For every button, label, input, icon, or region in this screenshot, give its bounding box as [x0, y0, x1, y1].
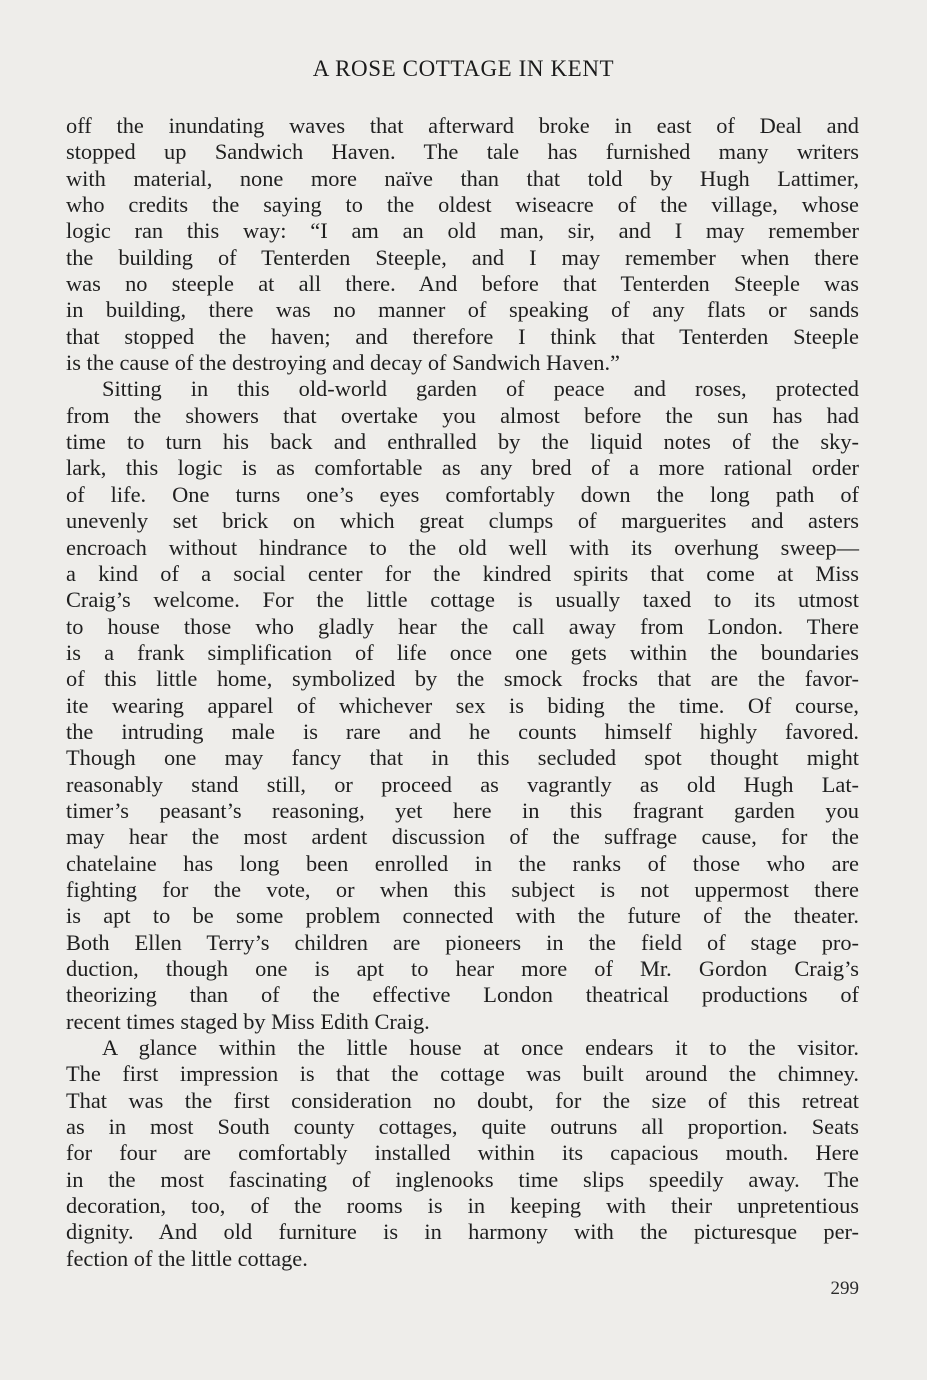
running-head: A ROSE COTTAGE IN KENT: [312, 56, 615, 81]
text-line: may hear the most ardent discussion of the suffrage cause, for the: [66, 824, 859, 850]
text-line: who credits the saying to the oldest wiseacre of the village, whose: [66, 192, 859, 218]
text-line: theorizing than of the effective London theatrical productions of: [66, 982, 859, 1008]
text-line: as in most South county cottages, quite outruns all proportion. Seats: [66, 1114, 859, 1140]
body-text: [66, 113, 859, 1272]
text-line: Both Ellen Terry’s children are pioneers in the field of stage pro-: [66, 929, 859, 955]
page-number: 299: [830, 1278, 859, 1299]
text-line: Sitting in this old-world garden of peace and roses, protected: [102, 376, 859, 402]
text-line: chatelaine has long been enrolled in the ranks of those who are: [66, 850, 859, 876]
text-line: ite wearing apparel of whichever sex is biding the time. Of course,: [66, 692, 859, 718]
text-line: is apt to be some problem connected with the future of the theater.: [66, 903, 859, 929]
text-line: The first impression is that the cottage was built around the chimney.: [66, 1061, 859, 1087]
paragraph-3: [66, 1035, 859, 1272]
text-line: decoration, too, of the rooms is in keeping with their unpretentious: [66, 1193, 859, 1219]
text-line: logic ran this way: “I am an old man, sir, and I may remember: [66, 218, 859, 244]
text-line: for four are comfortably installed within its capacious mouth. Here: [66, 1140, 859, 1166]
text-line: encroach without hindrance to the old well with its overhung sweep—: [66, 534, 859, 560]
text-line: is a frank simplification of life once one gets within the boundaries: [66, 639, 859, 665]
text-line: the intruding male is rare and he counts himself highly favored.: [66, 718, 859, 744]
text-line: the building of Tenterden Steeple, and I may remember when there: [66, 244, 859, 270]
text-line: with material, none more naïve than that told by Hugh Lattimer,: [66, 165, 859, 191]
text-line: from the showers that overtake you almost before the sun has had: [66, 402, 859, 428]
paragraph-1: [66, 113, 859, 376]
text-line: A glance within the little house at once endears it to the visitor.: [102, 1035, 859, 1061]
text-line: dignity. And old furniture is in harmony with the picturesque per-: [66, 1219, 859, 1245]
text-line: fection of the little cottage.: [66, 1245, 308, 1271]
text-line: fighting for the vote, or when this subject is not uppermost there: [66, 876, 859, 902]
paragraph-2: [66, 376, 859, 1035]
text-line: Craig’s welcome. For the little cottage is usually taxed to its utmost: [66, 587, 859, 613]
text-line: That was the first consideration no doubt, for the size of this retreat: [66, 1087, 859, 1113]
text-line: unevenly set brick on which great clumps of marguerites and asters: [66, 508, 859, 534]
text-line: lark, this logic is as comfortable as any bred of a more rational order: [66, 455, 859, 481]
text-line: stopped up Sandwich Haven. The tale has furnished many writers: [66, 139, 859, 165]
text-line: in the most fascinating of inglenooks time slips speedily away. The: [66, 1166, 859, 1192]
text-line: in building, there was no manner of speaking of any flats or sands: [66, 297, 859, 323]
text-line: was no steeple at all there. And before that Tenterden Steeple was: [66, 271, 859, 297]
text-line: to house those who gladly hear the call away from London. There: [66, 613, 859, 639]
text-line: recent times staged by Miss Edith Craig.: [66, 1008, 430, 1034]
text-line: of this little home, symbolized by the smock frocks that are the favor-: [66, 666, 859, 692]
text-line: duction, though one is apt to hear more of Mr. Gordon Craig’s: [66, 956, 859, 981]
text-line: of life. One turns one’s eyes comfortably down the long path of: [66, 481, 859, 507]
text-line: time to turn his back and enthralled by the liquid notes of the sky-: [66, 429, 859, 455]
text-line: off the inundating waves that afterward broke in east of Deal and: [66, 113, 859, 138]
text-line: is the cause of the destroying and decay of Sandwich Haven.”: [66, 350, 620, 376]
text-line: reasonably stand still, or proceed as vagrantly as old Hugh Lat-: [66, 771, 859, 797]
text-line: timer’s peasant’s reasoning, yet here in this fragrant garden you: [66, 797, 859, 823]
text-line: that stopped the haven; and therefore I think that Tenterden Steeple: [66, 323, 859, 349]
text-line: a kind of a social center for the kindred spirits that come at Miss: [66, 560, 859, 586]
text-line: Though one may fancy that in this secluded spot thought might: [66, 745, 859, 771]
